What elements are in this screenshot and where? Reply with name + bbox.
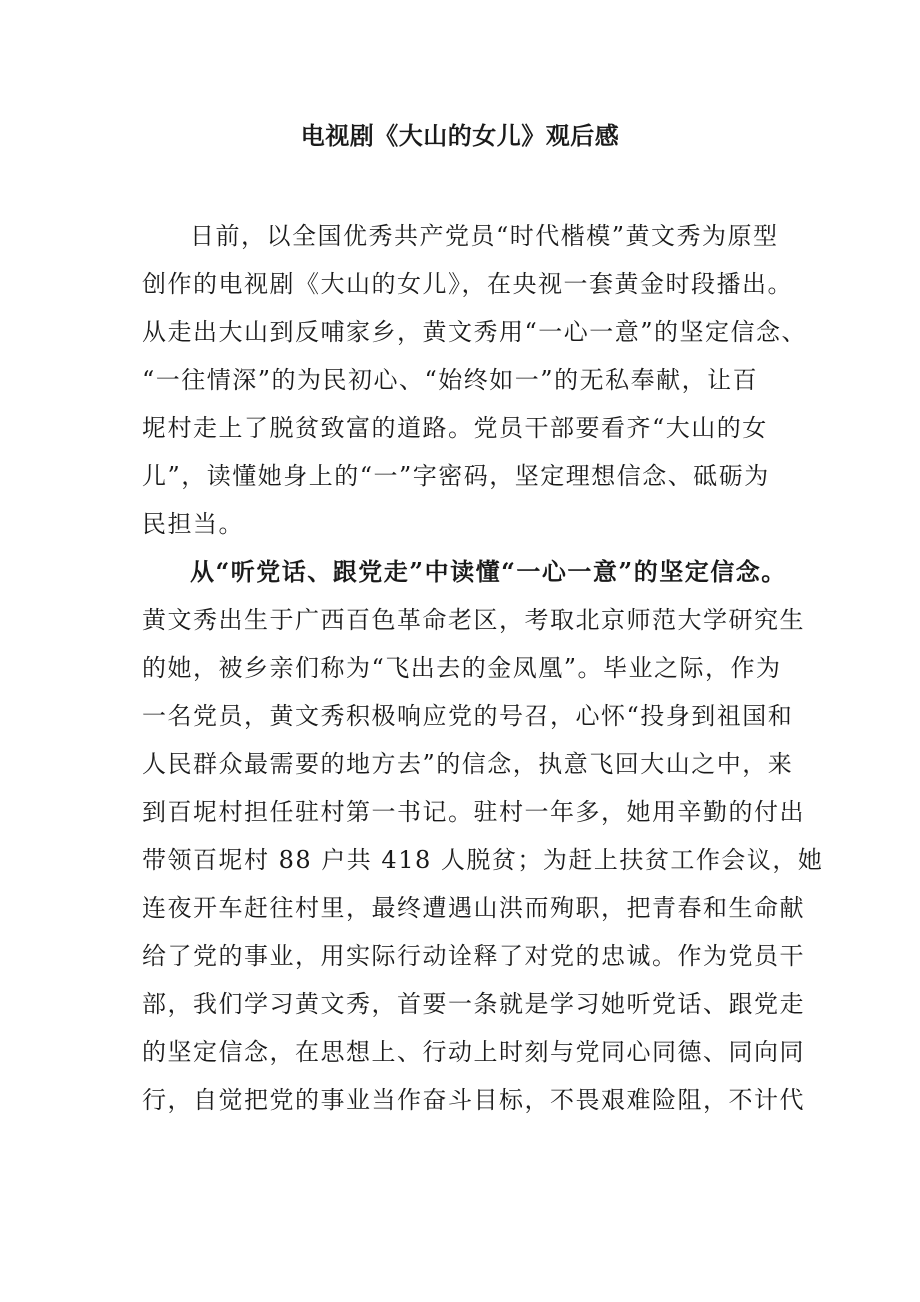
document-title: 电视剧《大山的女儿》观后感 <box>300 121 620 150</box>
paragraph-line: 儿”，读懂她身上的“一”字密码，坚定理想信念、砥砺为 <box>142 462 770 490</box>
paragraph-line: 民担当。 <box>142 510 244 538</box>
paragraph-line: 到百坭村担任驻村第一书记。驻村一年多，她用辛勤的付出 <box>142 798 805 826</box>
paragraph-line: 人民群众最需要的地方去”的信念，执意飞回大山之中，来 <box>142 750 794 778</box>
paragraph-line: 黄文秀出生于广西百色革命老区，考取北京师范大学研究生 <box>142 606 805 634</box>
paragraph-line: 日前，以全国优秀共产党员“时代楷模”黄文秀为原型 <box>190 222 779 250</box>
paragraph-line: 创作的电视剧《大山的女儿》，在央视一套黄金时段播出。 <box>142 270 793 298</box>
paragraph-line: 的坚定信念，在思想上、行动上时刻与党同心同德、同向同 <box>142 1038 805 1066</box>
section-heading-line: 从“听党话、跟党走”中读懂“一心一意”的坚定信念。 <box>190 557 787 586</box>
paragraph-line: 连夜开车赶往村里，最终遭遇山洪而殉职，把青春和生命献 <box>142 894 805 922</box>
paragraph-line: 部，我们学习黄文秀，首要一条就是学习她听党话、跟党走 <box>142 990 805 1018</box>
paragraph-line: 带领百坭村 88 户共 418 人脱贫；为赶上扶贫工作会议，她 <box>142 846 824 874</box>
paragraph-line: 从走出大山到反哺家乡，黄文秀用“一心一意”的坚定信念、 <box>142 318 808 346</box>
paragraph-line: 给了党的事业，用实际行动诠释了对党的忠诚。作为党员干 <box>142 942 805 970</box>
paragraph-line: 行，自觉把党的事业当作奋斗目标，不畏艰难险阻，不计代 <box>142 1086 805 1114</box>
paragraph-line: 的她，被乡亲们称为“飞出去的金凤凰”。毕业之际，作为 <box>142 654 782 682</box>
paragraph-line: 坭村走上了脱贫致富的道路。党员干部要看齐“大山的女 <box>142 414 768 442</box>
paragraph-line: “一往情深”的为民初心、“始终如一”的无私奉献，让百 <box>142 366 759 394</box>
paragraph-line: 一名党员，黄文秀积极响应党的号召，心怀“投身到祖国和 <box>142 702 794 730</box>
